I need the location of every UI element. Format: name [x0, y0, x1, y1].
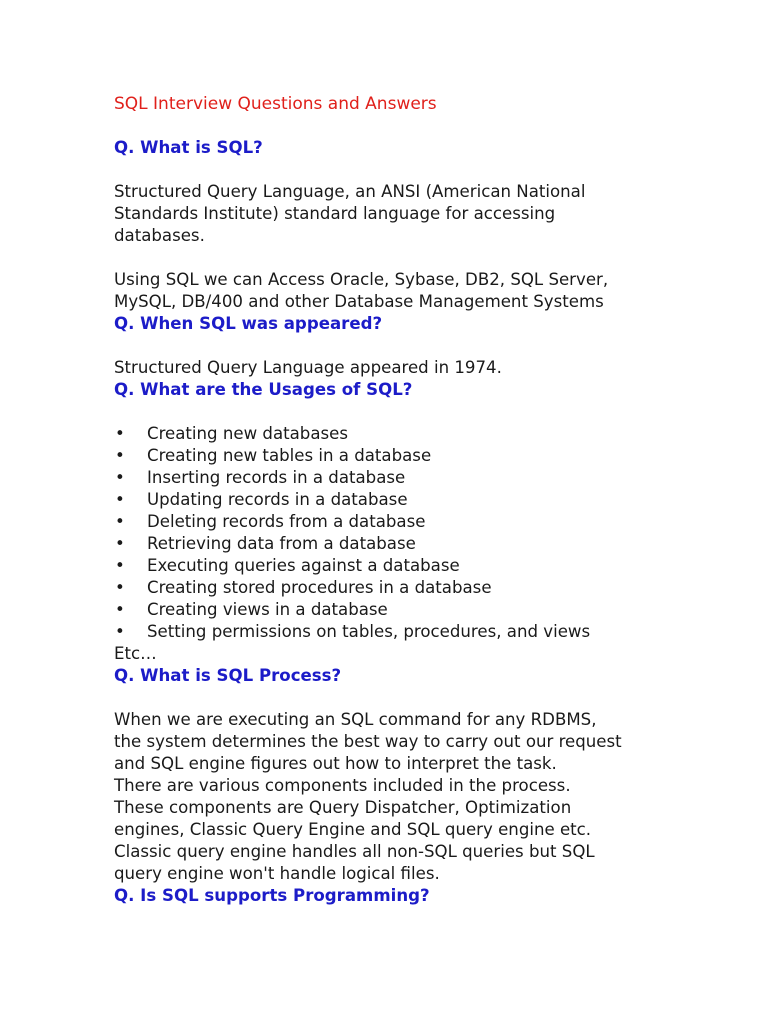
list-item-text: Creating new databases [147, 424, 349, 443]
spacer [114, 687, 734, 709]
list-item [114, 467, 734, 489]
answer-line: and SQL engine figures out how to interpret the task. [114, 754, 557, 773]
list-item [114, 555, 734, 577]
list-item-text: Updating records in a database [147, 490, 408, 509]
list-item [114, 445, 734, 467]
spacer [114, 159, 734, 181]
spacer [114, 247, 734, 269]
answer-line: When we are executing an SQL command for any RDBMS, [114, 710, 597, 729]
question-what-is-sql: Q. What is SQL? [114, 138, 263, 157]
usages-list [114, 423, 734, 643]
list-item [114, 511, 734, 533]
bullet-icon: • [115, 534, 125, 553]
list-item-text: Creating views in a database [147, 600, 388, 619]
answer-paragraph: Structured Query Language appeared in 1974. [114, 358, 502, 377]
answer-paragraph: Structured Query Language, an ANSI (American National Standards Institute) standard language for accessing databases. [114, 182, 586, 245]
list-item-text: Creating stored procedures in a database [147, 578, 492, 597]
list-item-text: Executing queries against a database [147, 556, 460, 575]
spacer [114, 401, 734, 423]
list-item [114, 599, 734, 621]
bullet-icon: • [115, 424, 125, 443]
bullet-icon: • [115, 600, 125, 619]
bullet-icon: • [115, 446, 125, 465]
document-page [114, 93, 734, 907]
list-trailing-text: Etc… [114, 644, 157, 663]
bullet-icon: • [115, 578, 125, 597]
answer-line: There are various components included in the process. [114, 776, 571, 795]
bullet-icon: • [115, 490, 125, 509]
spacer [114, 115, 734, 137]
list-item [114, 423, 734, 445]
spacer [114, 335, 734, 357]
answer-line: engines, Classic Query Engine and SQL query engine etc. [114, 820, 592, 839]
question-sql-process: Q. What is SQL Process? [114, 666, 342, 685]
list-item [114, 489, 734, 511]
bullet-icon: • [115, 468, 125, 487]
question-usages-of-sql: Q. What are the Usages of SQL? [114, 380, 413, 399]
bullet-icon: • [115, 556, 125, 575]
list-item [114, 577, 734, 599]
bullet-icon: • [115, 622, 125, 641]
answer-line: Classic query engine handles all non-SQL queries but SQL [114, 842, 595, 861]
answer-line: query engine won't handle logical files. [114, 864, 440, 883]
list-item-text: Inserting records in a database [147, 468, 406, 487]
list-item [114, 533, 734, 555]
question-when-sql-appeared: Q. When SQL was appeared? [114, 314, 383, 333]
list-item-text: Setting permissions on tables, procedures, and views [147, 622, 591, 641]
list-item [114, 621, 734, 643]
answer-line: These components are Query Dispatcher, Optimization [114, 798, 572, 817]
answer-line: the system determines the best way to carry out our request [114, 732, 622, 751]
answer-paragraph: Using SQL we can Access Oracle, Sybase, DB2, SQL Server, MySQL, DB/400 and other Database Management Systems [114, 270, 609, 311]
document-title: SQL Interview Questions and Answers [114, 94, 437, 114]
list-item-text: Deleting records from a database [147, 512, 426, 531]
list-item-text: Retrieving data from a database [147, 534, 416, 553]
bullet-icon: • [115, 512, 125, 531]
list-item-text: Creating new tables in a database [147, 446, 432, 465]
question-sql-programming: Q. Is SQL supports Programming? [114, 886, 430, 905]
